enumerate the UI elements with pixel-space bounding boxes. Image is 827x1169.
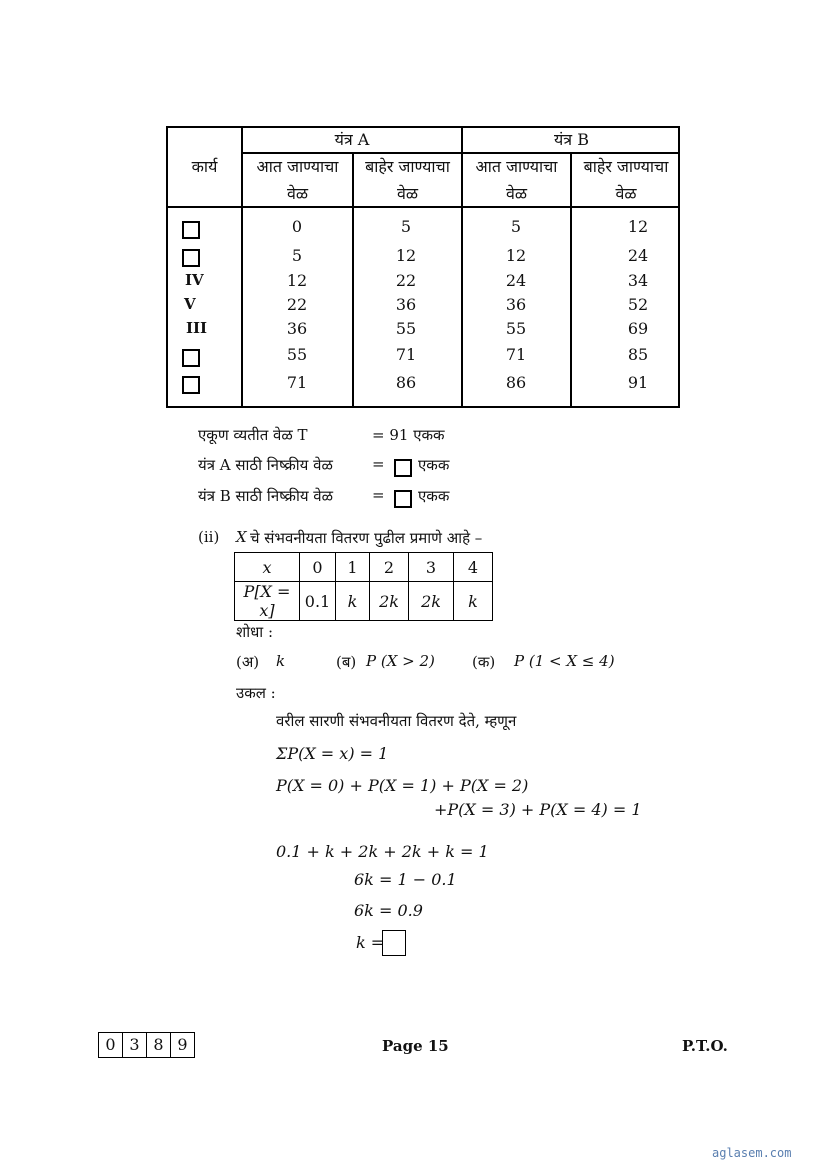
table-cell: 34	[627, 271, 649, 290]
equation-4: 0.1 + k + 2k + 2k + k = 1	[276, 842, 489, 861]
b-in-header: आत जाण्याचा	[475, 157, 558, 176]
code-digit: 3	[123, 1033, 147, 1057]
table-cell: 12	[505, 246, 527, 265]
x-value: 3	[409, 553, 454, 582]
machine-a-header: यंत्र A	[334, 130, 370, 149]
table-cell: 24	[505, 271, 527, 290]
blank-answer-box[interactable]	[182, 221, 200, 239]
equation-2: P(X = 0) + P(X = 1) + P(X = 2)	[276, 776, 529, 795]
total-time-label: एकूण व्यतीत वेळ T	[198, 426, 308, 444]
paper-code	[98, 1032, 195, 1058]
table-cell: 69	[627, 319, 649, 338]
table-cell: 52	[627, 295, 649, 314]
table-cell: 55	[286, 345, 308, 364]
idle-a-answer-box[interactable]	[394, 459, 412, 477]
table-cell: 71	[505, 345, 527, 364]
task-label: III	[186, 319, 208, 337]
code-digit: 0	[99, 1033, 123, 1057]
table-cell: 36	[505, 295, 527, 314]
b-in-time-word: वेळ	[505, 184, 528, 203]
task-label: V	[184, 295, 196, 313]
idle-b-unit: एकक	[418, 487, 450, 505]
question-c: P (1 < X ≤ 4)	[514, 652, 615, 670]
p-value: 2k	[409, 582, 454, 621]
probability-table	[234, 552, 493, 621]
table-cell: 22	[395, 271, 417, 290]
idle-a-unit: एकक	[418, 456, 450, 474]
question-a-label: (अ)	[236, 653, 260, 671]
table-cell: 36	[395, 295, 417, 314]
blank-answer-box[interactable]	[182, 249, 200, 267]
x-value: 4	[454, 553, 493, 582]
table-cell: 5	[400, 217, 412, 236]
idle-b-answer-box[interactable]	[394, 490, 412, 508]
idle-a-label: यंत्र A साठी निष्क्रीय वेळ	[198, 456, 333, 474]
idle-b-label: यंत्र B साठी निष्क्रीय वेळ	[198, 487, 334, 505]
equation-6: 6k = 0.9	[354, 901, 423, 920]
equation-1: ΣP(X = x) = 1	[276, 744, 389, 763]
code-digit: 9	[177, 1035, 188, 1054]
x-header: x	[235, 553, 300, 582]
pto-label: P.T.O.	[682, 1037, 728, 1055]
table-cell: 55	[395, 319, 417, 338]
part-label: (ii)	[198, 528, 220, 546]
solution-text: वरील सारणी संभवनीयता वितरण देते, म्हणून	[276, 712, 517, 730]
p-value: k	[336, 582, 370, 621]
table-cell: 55	[505, 319, 527, 338]
p-value: 2k	[370, 582, 409, 621]
b-out-time-word: वेळ	[615, 184, 637, 203]
table-cell: 12	[286, 271, 308, 290]
k-answer-box[interactable]	[382, 930, 406, 956]
p-header: P[X = x]	[235, 582, 300, 621]
table-cell: 0	[291, 217, 303, 236]
table-cell: 85	[627, 345, 649, 364]
p-value: k	[454, 582, 493, 621]
page-number: Page 15	[382, 1037, 449, 1055]
question-c-label: (क)	[472, 653, 496, 671]
table-cell: 91	[627, 373, 649, 392]
table-cell: 71	[395, 345, 417, 364]
p-value: 0.1	[300, 582, 336, 621]
a-in-time-word: वेळ	[286, 184, 309, 203]
total-time-value: = 91 एकक	[372, 426, 445, 444]
blank-answer-box[interactable]	[182, 349, 200, 367]
blank-answer-box[interactable]	[182, 376, 200, 394]
table-cell: 24	[627, 246, 649, 265]
question-b-label: (ब)	[336, 653, 357, 671]
task-header: कार्य	[191, 157, 218, 176]
equation-5: 6k = 1 − 0.1	[354, 870, 457, 889]
solution-label: उकल :	[236, 684, 276, 702]
question-a: k	[276, 652, 286, 670]
equation-3: +P(X = 3) + P(X = 4) = 1	[434, 800, 642, 819]
x-value: 0	[300, 553, 336, 582]
b-out-header: बाहेर जाण्याचा	[583, 157, 669, 176]
question-b: P (X > 2)	[366, 652, 435, 670]
table-cell: 71	[286, 373, 308, 392]
part-statement: चे संभवनीयता वितरण पुढील प्रमाणे आहे –	[250, 529, 483, 547]
idle-a-equals: =	[372, 455, 385, 473]
find-label: शोधा :	[236, 623, 274, 641]
table-cell: 22	[286, 295, 308, 314]
table-cell: 12	[395, 246, 417, 265]
a-out-header: बाहेर जाण्याचा	[365, 157, 450, 176]
task-label: IV	[185, 271, 204, 289]
x-value: 1	[336, 553, 370, 582]
schedule-table	[166, 126, 680, 408]
table-cell: 5	[510, 217, 522, 236]
a-out-time-word: वेळ	[396, 184, 419, 203]
statement-variable: X	[236, 528, 247, 546]
table-cell: 36	[286, 319, 308, 338]
a-in-header: आत जाण्याचा	[256, 157, 339, 176]
table-cell: 86	[505, 373, 527, 392]
x-value: 2	[370, 553, 409, 582]
table-cell: 86	[395, 373, 417, 392]
table-cell: 12	[627, 217, 649, 236]
code-digit: 8	[147, 1033, 171, 1057]
watermark[interactable]: aglasem.com	[712, 1146, 792, 1160]
machine-b-header: यंत्र B	[554, 130, 589, 149]
table-cell: 5	[291, 246, 303, 265]
equation-7: k =	[356, 933, 385, 952]
idle-b-equals: =	[372, 486, 385, 504]
